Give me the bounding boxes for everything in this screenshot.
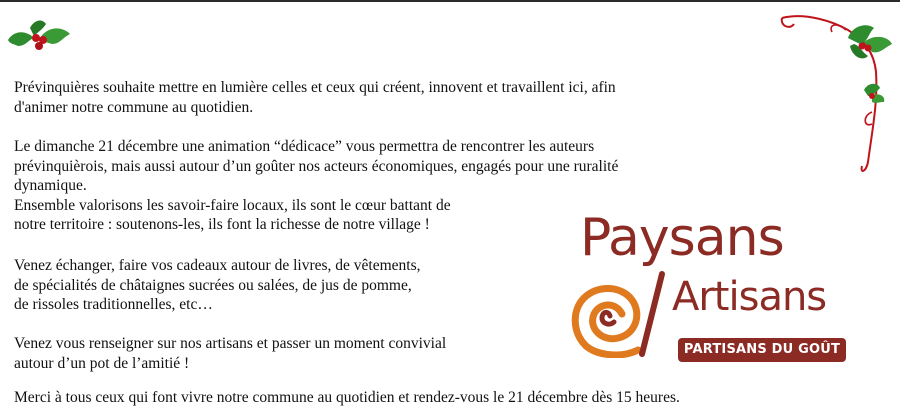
swirl-icon [564,268,674,358]
text-line: Merci à tous ceux qui font vivre notre commune au quotidien et rendez-vous le 21 décembre dès 15 heures. [14,389,680,406]
text-line: notre territoire : soutenons-les, ils font la richesse de notre village ! [14,216,430,233]
logo-word-artisans: Artisans [672,274,827,320]
paragraph-exchange [14,256,421,315]
text-line: autour d’un pot de l’amitié ! [14,354,190,372]
text-line: Le dimanche 21 décembre une animation “dédicace” vous permettra de rencontrer les auteurs [14,138,595,155]
text-line: Venez échanger, faire vos cadeaux autour de livres, de vêtements, [14,257,421,274]
text-line: de spécialités de châtaignes sucrées ou salées, de jus de pomme, [14,276,412,294]
text-line: d'animer notre commune au quotidien. [14,98,254,116]
holly-icon [4,16,74,56]
top-border [0,0,900,2]
logo-badge: PARTISANS DU GOÛT [678,338,846,362]
text-line: prévinquièrois, mais aussi autour d’un goûter nos acteurs économiques, engagés pour une ruralité [14,157,619,175]
text-line: Ensemble valorisons les savoir-faire locaux, ils sont le cœur battant de [14,196,451,214]
paysans-artisans-logo [560,210,860,370]
text-line: de rissoles traditionnelles, etc… [14,296,213,313]
logo-word-paysans: Paysans [580,208,784,268]
holly-swirl-icon [776,12,896,177]
paragraph-thanks [14,388,680,408]
text-line: Venez vous renseigner sur nos artisans et passer un moment convivial [14,335,447,352]
text-line: dynamique. [14,177,87,194]
paragraph-artisans [14,334,446,373]
paragraph-event [14,137,618,235]
paragraph-intro [14,78,616,117]
text-line: Prévinquières souhaite mettre en lumière celles et ceux qui créent, innovent et travaillent ici, afin [14,79,616,96]
